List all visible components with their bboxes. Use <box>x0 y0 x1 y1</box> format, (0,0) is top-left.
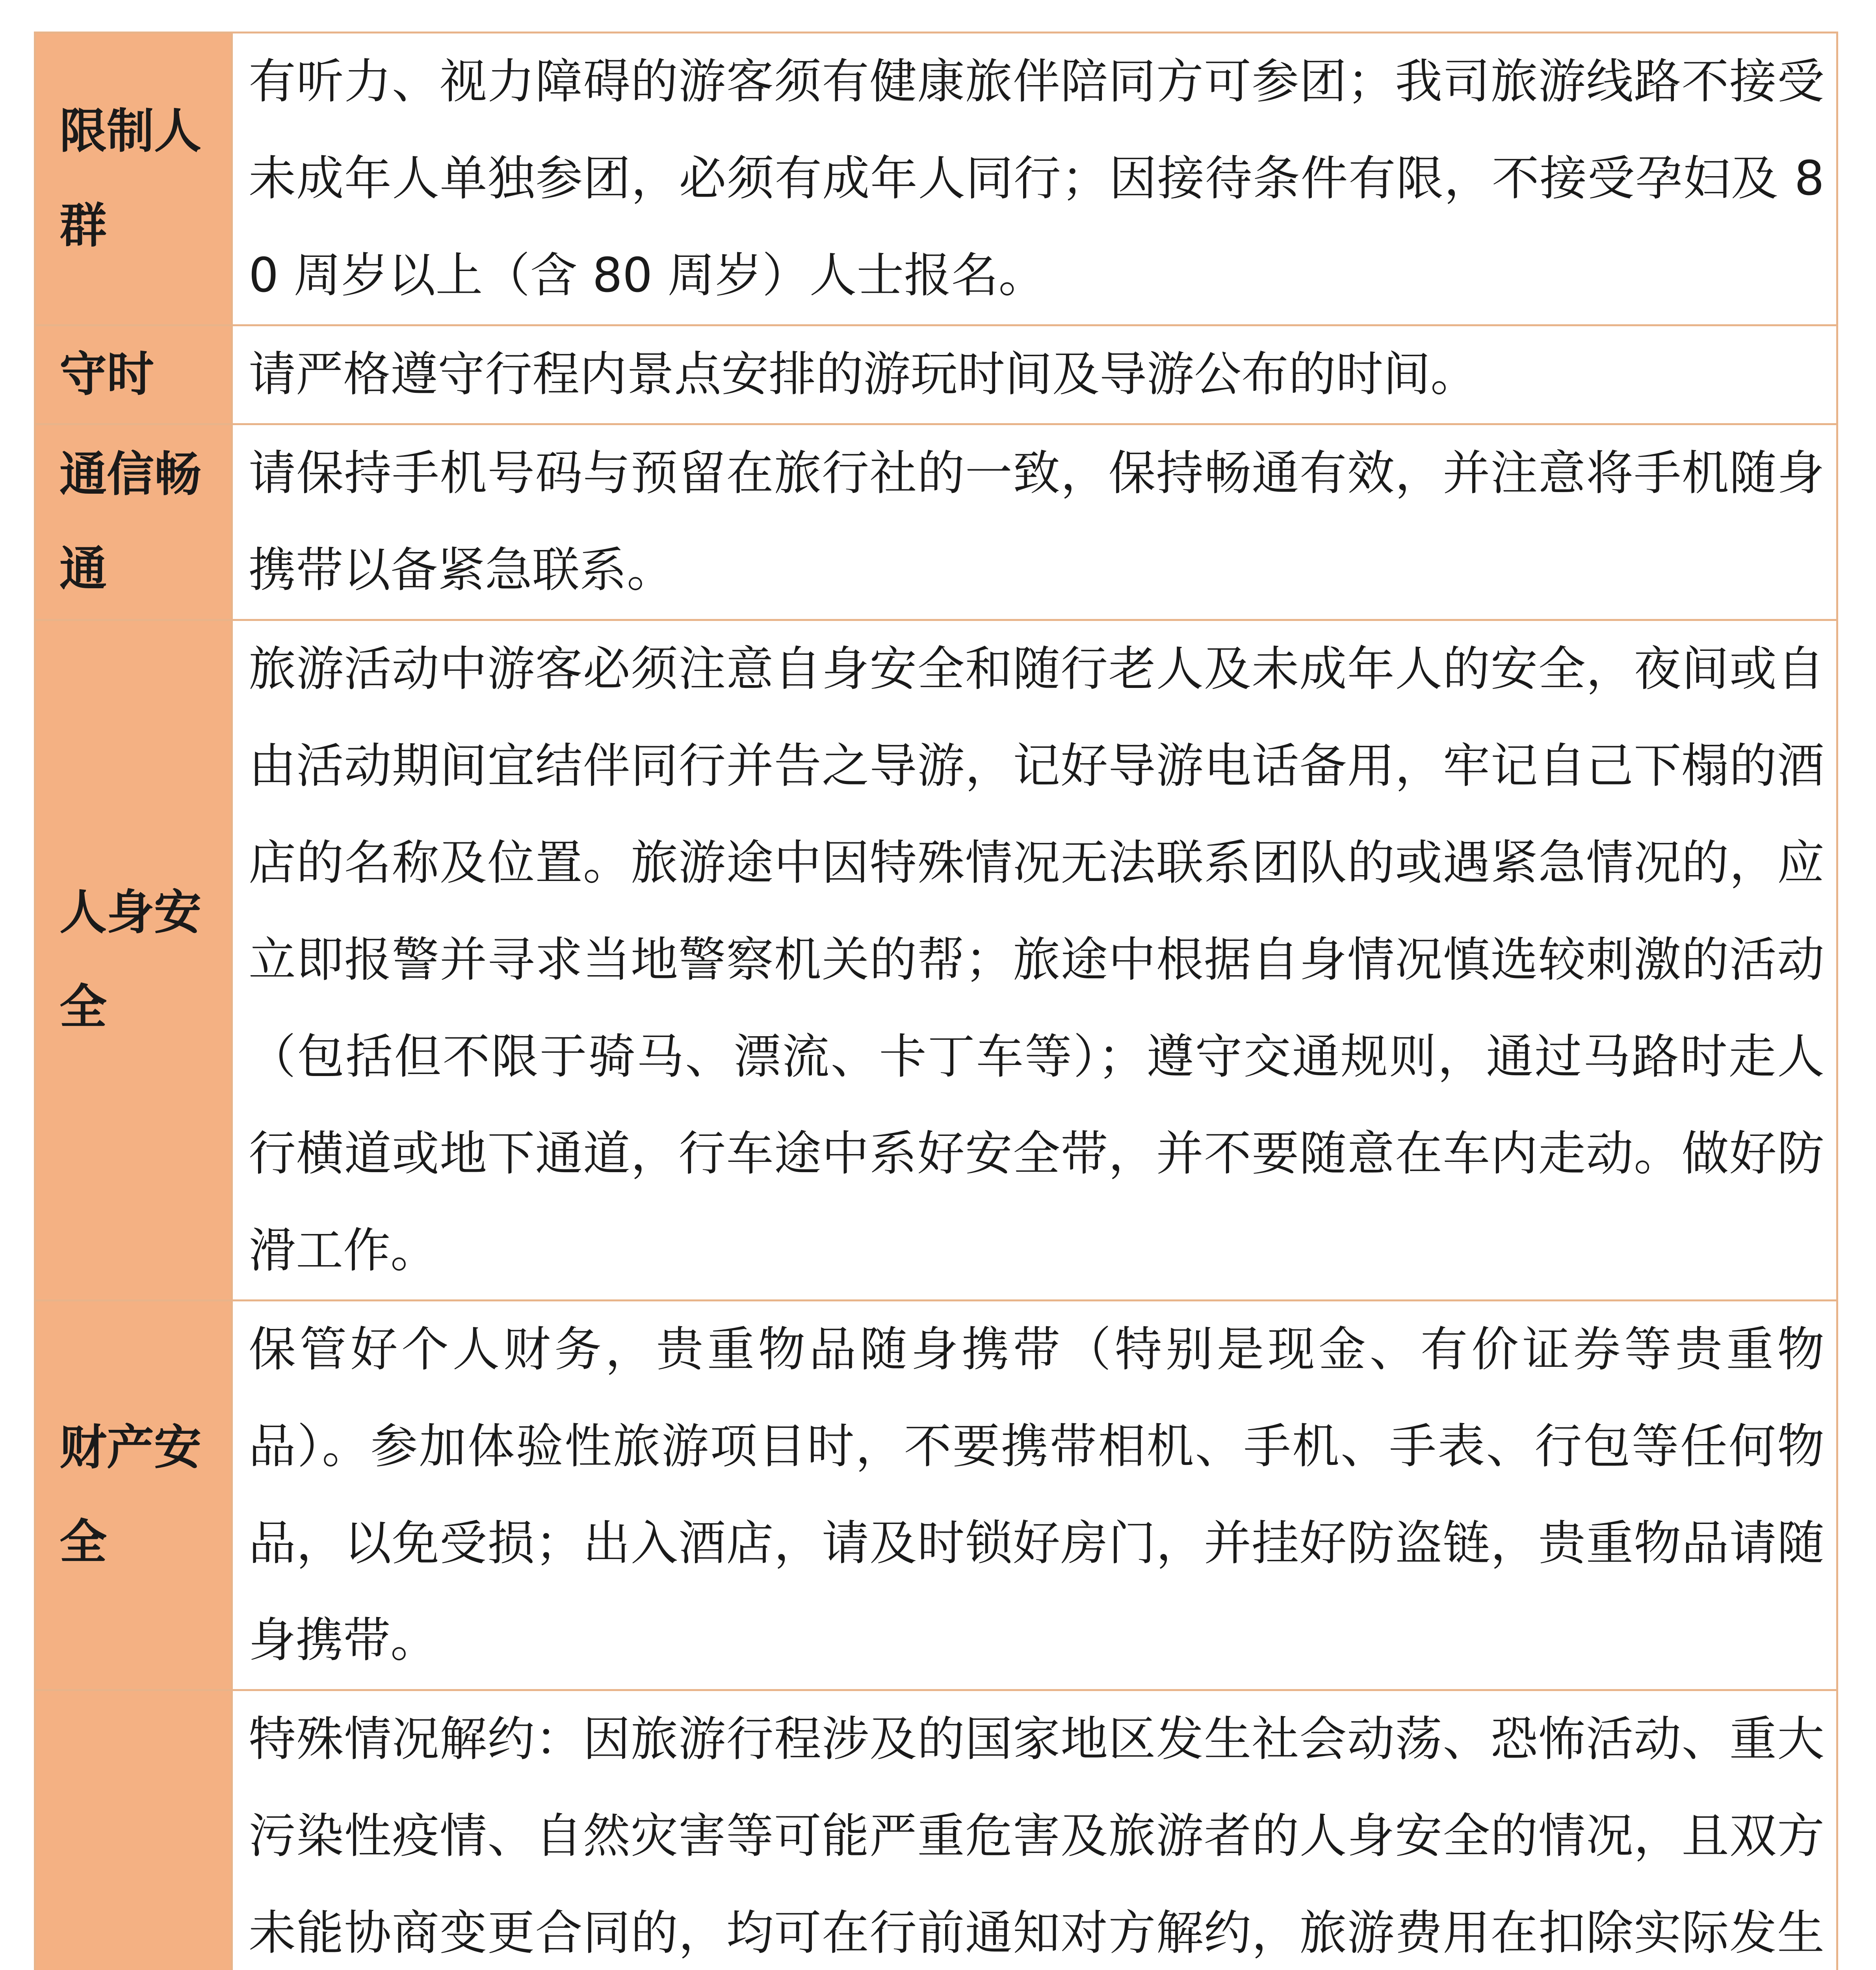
row-paragraph: 保管好个人财务，贵重物品随身携带（特别是现金、有价证券等贵重物品）。参加体验性旅游项目时，不要携带相机、手机、手表、行包等任何物品，以免受损；出入酒店，请及时锁好房门，并挂好防盗链，贵重物品请随身携带。 <box>249 1322 1824 1668</box>
row-paragraph: 有听力、视力障碍的游客须有健康旅伴陪同方可参团；我司旅游线路不接受未成年人单独参团，必须有成年人同行；因接待条件有限，不接受孕妇及 80 周岁以上（含 80 周岁）人士报名。 <box>249 54 1824 303</box>
row-label-property-safety: 财产安全 <box>35 1301 232 1690</box>
row-paragraph: 旅游活动中游客必须注意自身安全和随行老人及未成年人的安全，夜间或自由活动期间宜结伴同行并告之导游，记好导游电话备用，牢记自己下榻的酒店的名称及位置。旅游途中因特殊情况无法联系团队的或遇紧急情况的，应立即报警并寻求当地警察机关的帮；旅途中根据自身情况慎选较刺激的活动（包括但不限于骑马、漂流、卡丁车等）；遵守交通规则，通过马路时走人行横道或地下通道，行车途中系好安全带，并不要随意在车内走动。做好防滑工作。 <box>249 642 1824 1278</box>
row-content-cancellation <box>232 1690 1837 1970</box>
row-label-punctuality: 守时 <box>35 325 232 424</box>
table-row-property-safety <box>35 1301 1837 1690</box>
row-label-restricted-groups: 限制人群 <box>35 33 232 325</box>
row-label-cancellation <box>35 1690 232 1970</box>
row-content-personal-safety <box>232 620 1837 1301</box>
table-row-communication <box>35 424 1837 620</box>
table-row-cancellation <box>35 1690 1837 1970</box>
travel-notice-table <box>34 32 1838 1970</box>
row-paragraph: 请保持手机号码与预留在旅行社的一致，保持畅通有效，并注意将手机随身携带以备紧急联系。 <box>249 446 1824 598</box>
row-content-property-safety <box>232 1301 1837 1690</box>
row-label-communication: 通信畅通 <box>35 424 232 620</box>
table-row-personal-safety <box>35 620 1837 1301</box>
row-paragraph-special-cancellation: 特殊情况解约：因旅游行程涉及的国家地区发生社会动荡、恐怖活动、重大污染性疫情、自然灾害等可能严重危害及旅游者的人身安全的情况，且双方未能协商变更合同的，均可在行前通知对方解约，旅游费用在扣除实际发生 <box>249 1712 1824 1961</box>
row-content-communication <box>232 424 1837 620</box>
row-content-punctuality <box>232 325 1837 424</box>
row-paragraph: 请严格遵守行程内景点安排的游玩时间及导游公布的时间。 <box>249 347 1478 402</box>
row-content-restricted-groups <box>232 33 1837 325</box>
table-row-punctuality <box>35 325 1837 424</box>
row-label-personal-safety: 人身安全 <box>35 620 232 1301</box>
table-row-restricted-groups <box>35 33 1837 325</box>
